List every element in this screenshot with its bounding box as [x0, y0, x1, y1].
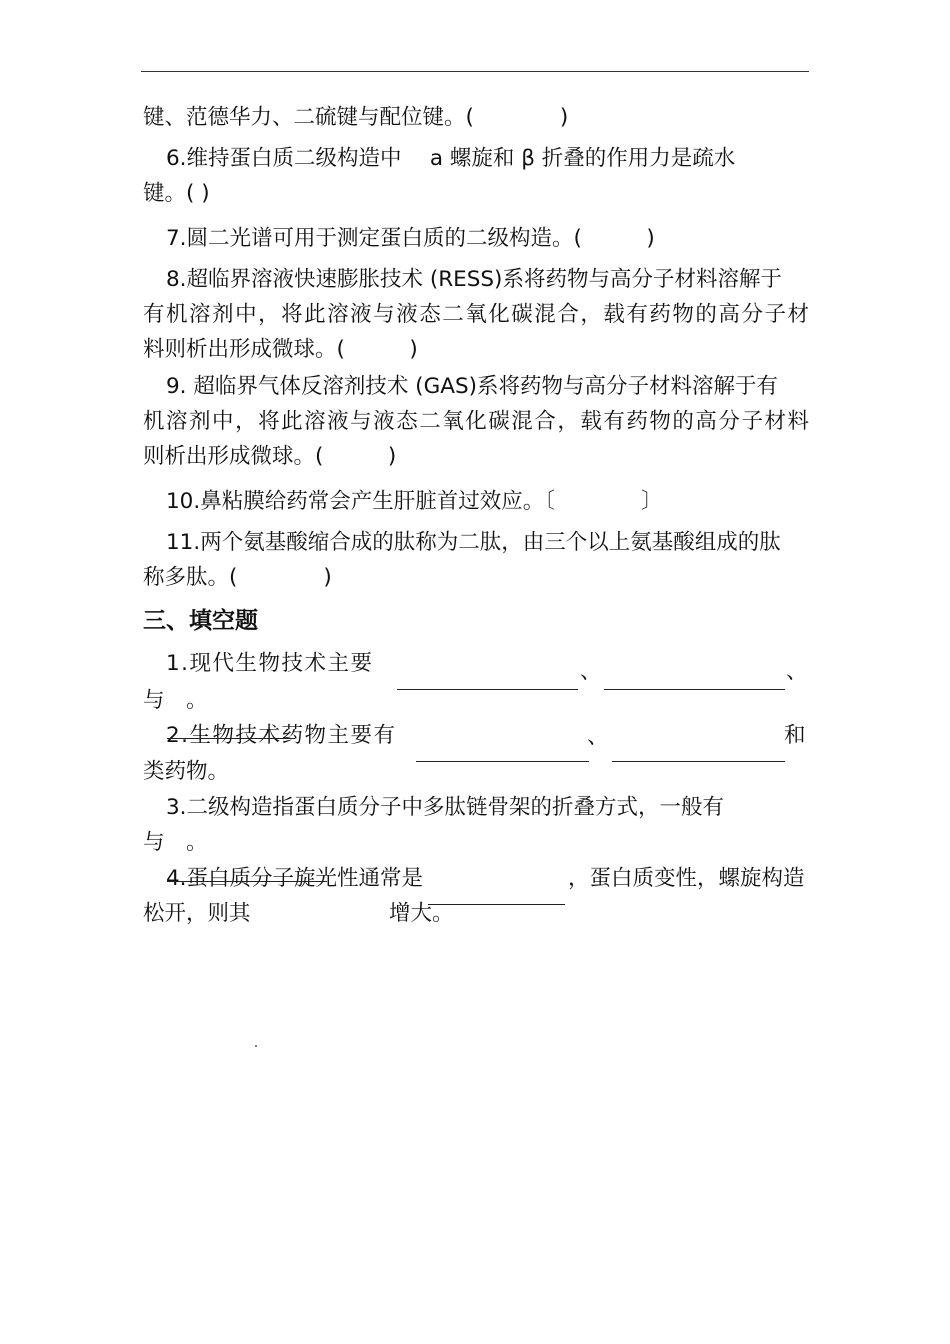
q3-line2: 与 。: [143, 830, 208, 855]
q1-blank-1[interactable]: [397, 689, 578, 690]
q4-strike-line: [167, 881, 327, 882]
q4-line2-start: 松开，则其: [143, 901, 251, 926]
q2-text: 2.生物技术药物主要有: [166, 723, 397, 748]
q3-line1: 3.二级构造指蛋白质分子中多肽链骨架的折叠方式，一般有: [166, 795, 725, 820]
section-heading-fill-in: 三、填空题: [143, 608, 258, 634]
q2-blank-2[interactable]: [612, 761, 785, 762]
q4-line2-end: 增大。: [389, 901, 454, 926]
q6-line2: 键。( ): [143, 181, 210, 206]
q2-end: 和: [784, 723, 806, 748]
q5-continuation: 键、范德华力、二硫键与配位键。( ): [143, 105, 569, 130]
q2-line2: 类药物。: [143, 759, 230, 784]
q1-separator-2: 、: [786, 659, 808, 684]
q1-text: 1.现代生物技术主要: [166, 651, 374, 676]
q2-strike-line: [167, 738, 295, 739]
q8-line2: 有机溶剂中，将此溶液与液态二氧化碳混合，载有药物的高分子材: [143, 302, 809, 327]
q10: 10.鼻粘膜给药常会产生肝脏首过效应。〔 〕: [166, 489, 663, 514]
q8-line1: 8.超临界溶液快速膨胀技术 (RESS)系将药物与高分子材料溶解于: [166, 267, 782, 292]
q4-tail: ，蛋白质变性，螺旋构造: [568, 866, 805, 891]
q2-blank-1[interactable]: [416, 761, 589, 762]
q1-separator-1: 、: [580, 659, 602, 684]
q8-line3: 料则析出形成微球。( ): [143, 337, 418, 362]
q2-separator: 、: [587, 724, 609, 749]
q4-text: 4.蛋白质分子旋光性通常是: [166, 866, 424, 891]
q11-line1: 11.两个氨基酸缩合成的肽称为二肽，由三个以上氨基酸组成的肽: [166, 530, 781, 555]
q6-line1: 6.维持蛋白质二级构造中 a 螺旋和 β 折叠的作用力是疏水: [166, 146, 736, 171]
q9-line2: 机溶剂中，将此溶液与液态二氧化碳混合，载有药物的高分子材料: [143, 409, 809, 434]
stray-dot: [255, 1045, 257, 1047]
q9-line1: 9. 超临界气体反溶剂技术 (GAS)系将药物与高分子材料溶解于有: [166, 374, 778, 399]
header-rule: [141, 71, 809, 72]
q11-line2: 称多肽。( ): [143, 565, 332, 590]
q1-line2: 与 。: [143, 688, 208, 713]
q7: 7.圆二光谱可用于测定蛋白质的二级构造。( ): [166, 226, 655, 251]
q1-blank-2[interactable]: [604, 689, 785, 690]
q9-line3: 则析出形成微球。( ): [143, 444, 397, 469]
